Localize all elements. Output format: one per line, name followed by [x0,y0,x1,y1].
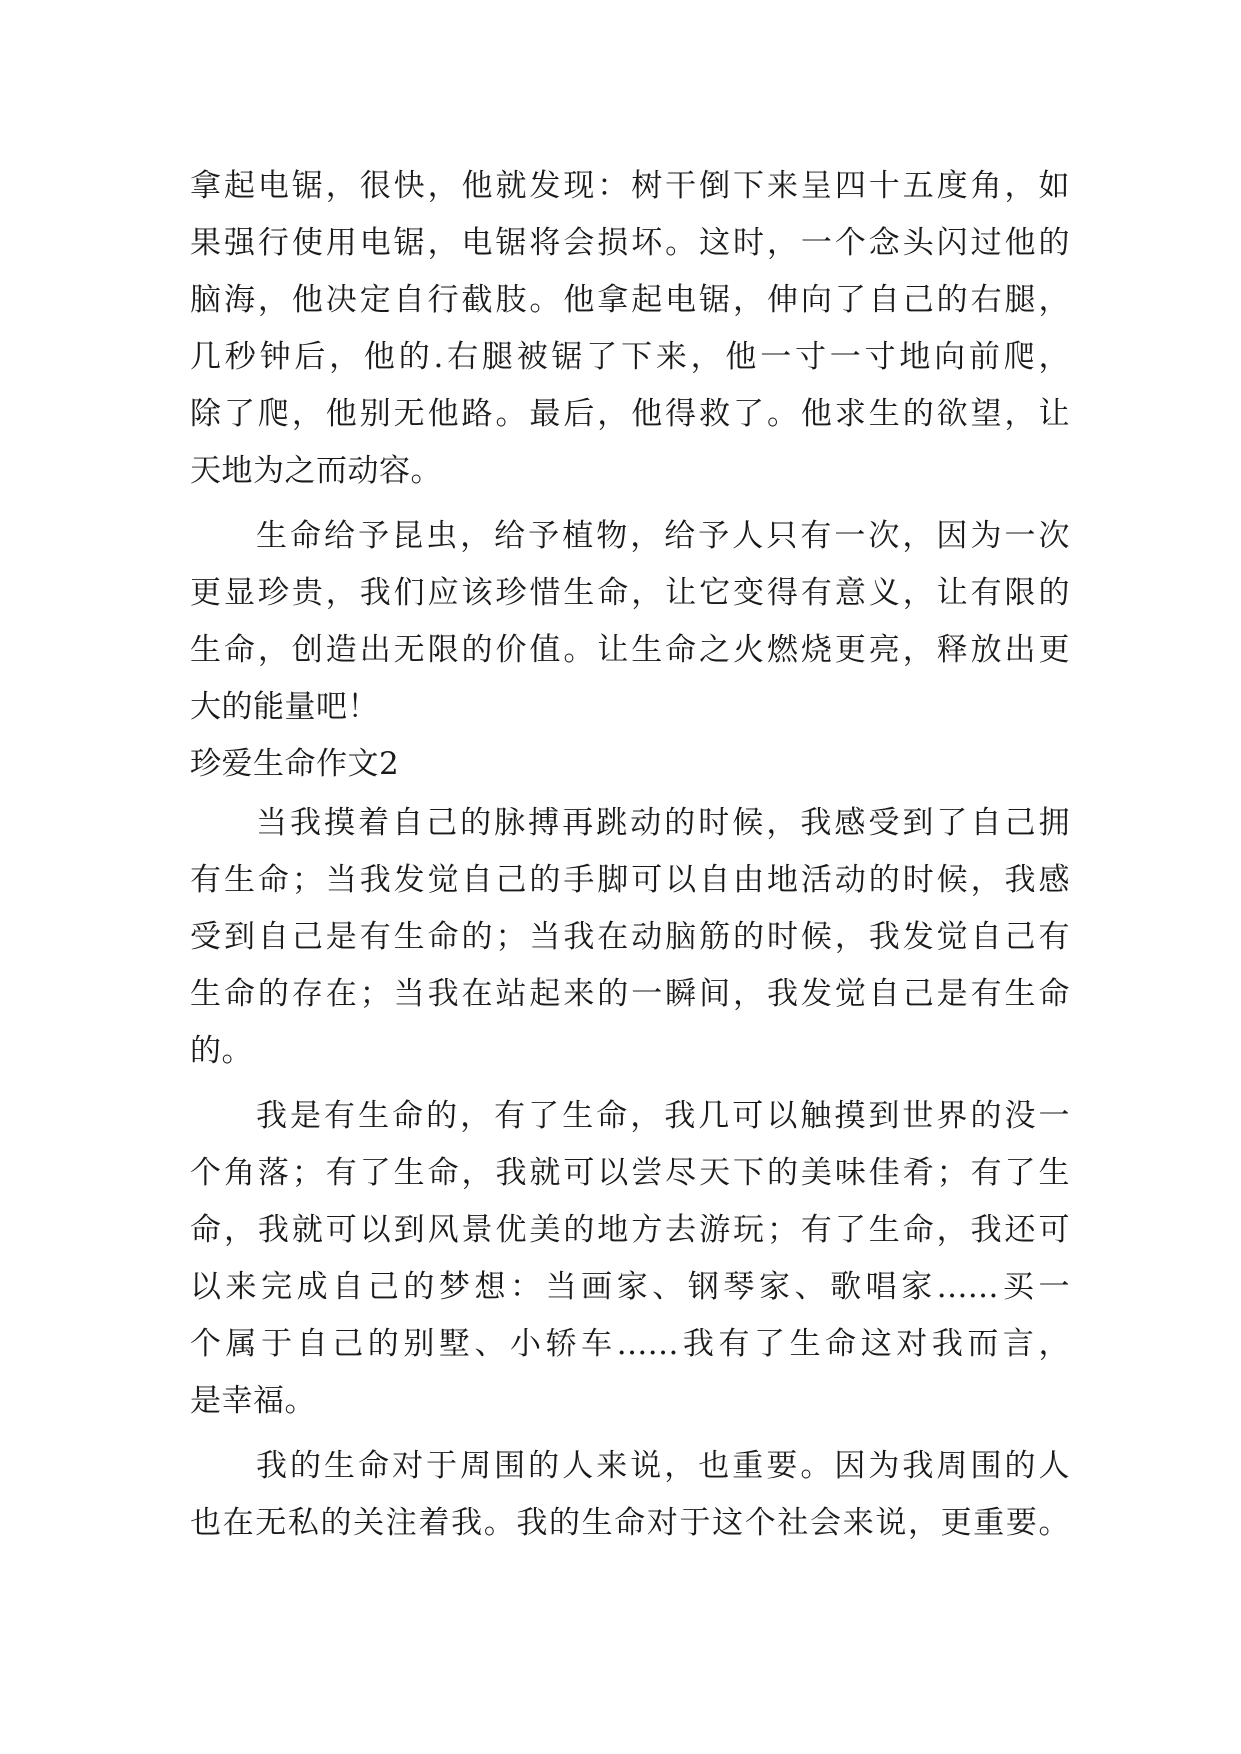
text-line: 个角落；有了生命，我就可以尝尽天下的美味佳肴；有了生 [190,1155,1070,1191]
text-line: 更显珍贵，我们应该珍惜生命，让它变得有意义，让有限的 [190,575,1070,611]
text-line: 除了爬，他别无他路。最后，他得救了。他求生的欲望，让 [190,396,1070,432]
text-line: 个属于自己的别墅、小轿车......我有了生命这对我而言， [190,1326,1070,1362]
text-line: 天地为之而动容。 [190,453,442,489]
text-line: 生命，创造出无限的价值。让生命之火燃烧更亮，释放出更 [190,632,1070,668]
text-line: 也在无私的关注着我。我的生命对于这个社会来说，更重要。 [190,1505,1070,1541]
paragraph-first-line: 当我摸着自己的脉搏再跳动的时候，我感受到了自己拥 [256,805,1070,841]
text-line: 几秒钟后，他的.右腿被锯了下来，他一寸一寸地向前爬， [190,339,1070,375]
paragraph-first-line: 生命给予昆虫，给予植物，给予人只有一次，因为一次 [256,518,1070,554]
text-line: 果强行使用电锯，电锯将会损坏。这时，一个念头闪过他的 [190,225,1070,261]
text-line: 脑海，他决定自行截肢。他拿起电锯，伸向了自己的右腿， [190,282,1070,318]
paragraph-first-line: 我的生命对于周围的人来说，也重要。因为我周围的人 [256,1448,1070,1484]
text-line: 命，我就可以到风景优美的地方去游玩；有了生命，我还可 [190,1212,1070,1248]
text-line: 有生命；当我发觉自己的手脚可以自由地活动的时候，我感 [190,862,1070,898]
text-line: 大的能量吧！ [190,689,379,725]
text-line: 受到自己是有生命的；当我在动脑筋的时候，我发觉自己有 [190,919,1070,955]
paragraph-first-line: 我是有生命的，有了生命，我几可以触摸到世界的没一 [256,1098,1070,1134]
text-line: 的。 [190,1033,253,1069]
text-line: 以来完成自己的梦想：当画家、钢琴家、歌唱家......买一 [190,1269,1070,1305]
section-heading: 珍爱生命作文2 [190,746,400,782]
text-line: 生命的存在；当我在站起来的一瞬间，我发觉自己是有生命 [190,976,1070,1012]
text-line: 是幸福。 [190,1383,316,1419]
text-line: 拿起电锯，很快，他就发现：树干倒下来呈四十五度角，如 [190,168,1070,204]
